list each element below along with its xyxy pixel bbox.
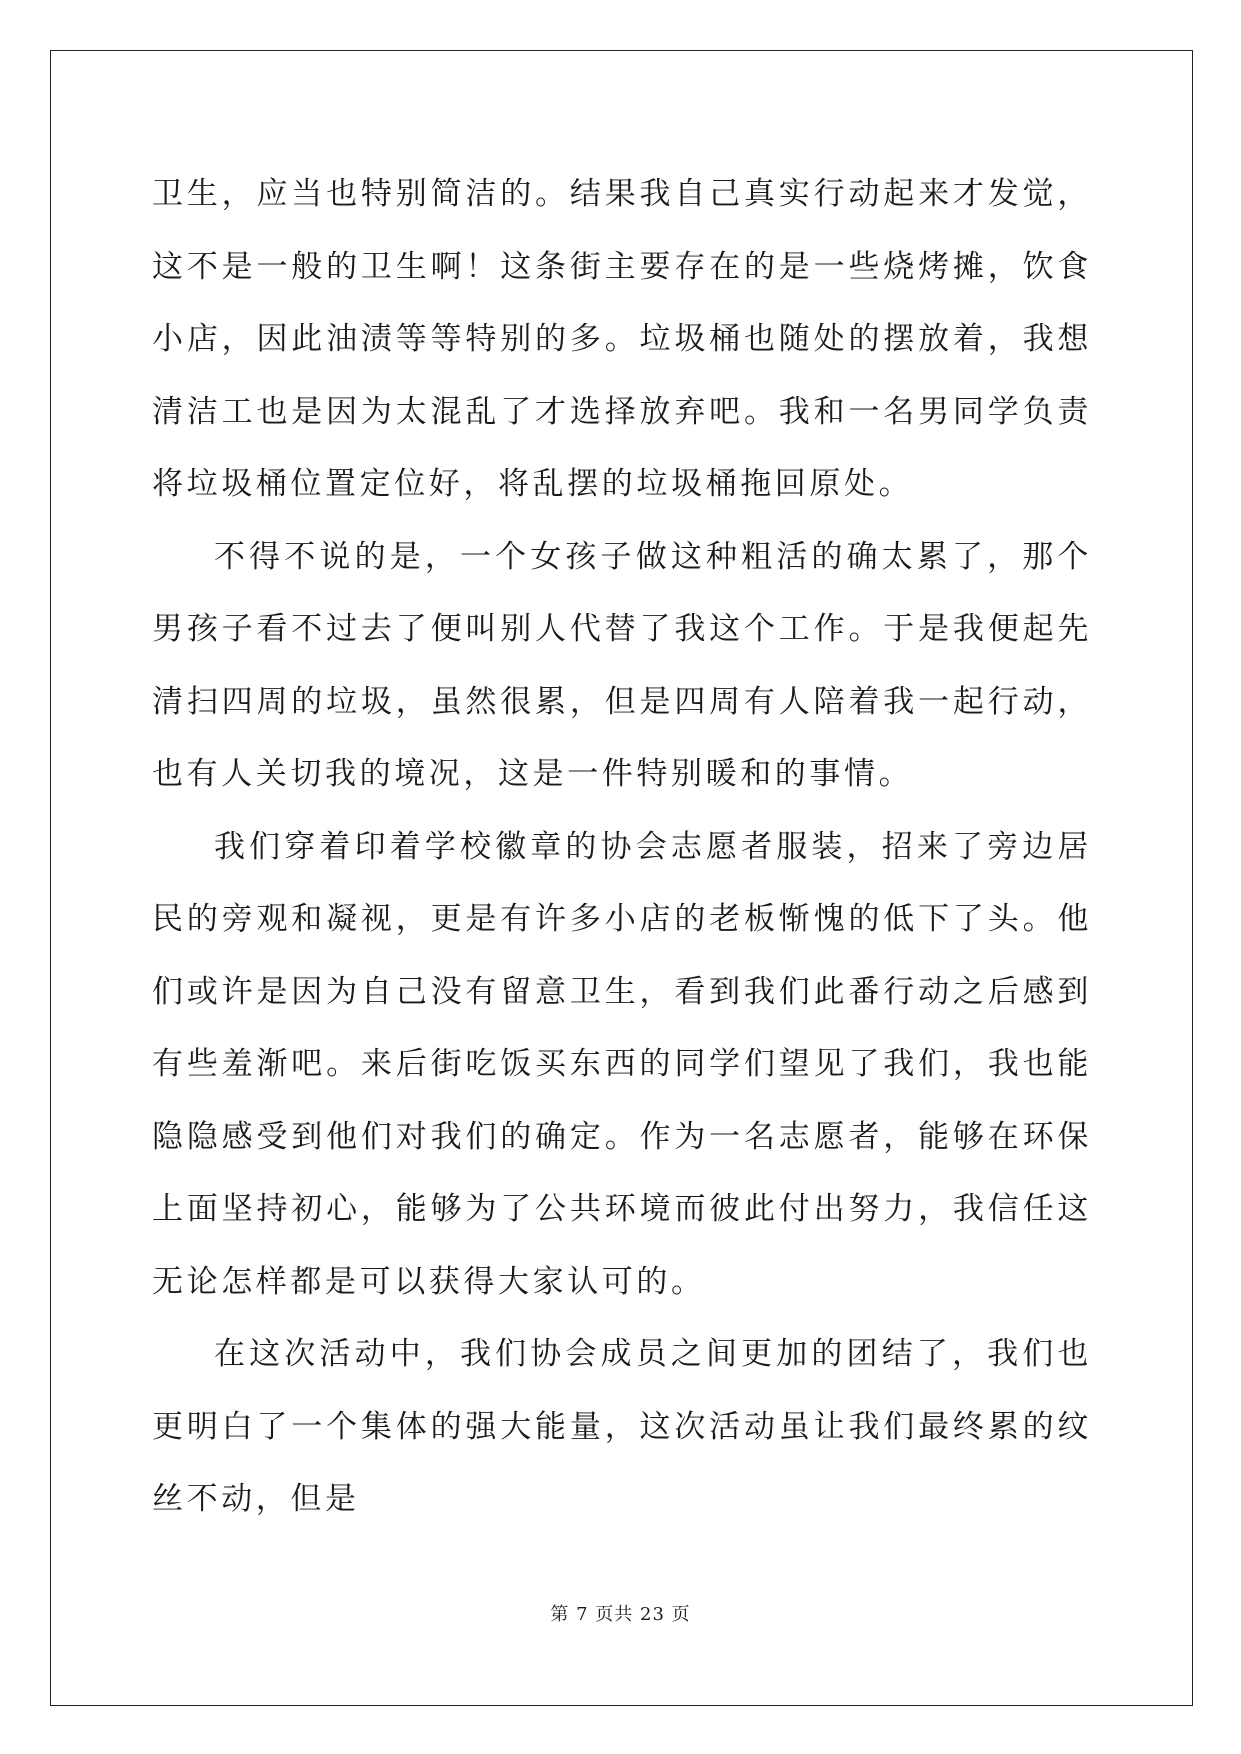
page-total: 共 23 页 xyxy=(614,1604,691,1625)
page-number: 第 7 页 xyxy=(550,1604,615,1625)
page-footer xyxy=(0,1600,1241,1626)
paragraph-3: 我们穿着印着学校徽章的协会志愿者服装，招来了旁边居民的旁观和凝视，更是有许多小店的老板惭愧的低下了头。他们或许是因为自己没有留意卫生，看到我们此番行动之后感到有些羞渐吧。来后街吃饭买东西的同学们望见了我们，我也能隐隐感受到他们对我们的确定。作为一名志愿者，能够在环保上面坚持初心，能够为了公共环境而彼此付出努力，我信任这无论怎样都是可以获得大家认可的。 xyxy=(152,828,1092,1300)
paragraph-1: 卫生，应当也特别简洁的。结果我自己真实行动起来才发觉，这不是一般的卫生啊！这条街主要存在的是一些烧烤摊，饮食小店，因此油渍等等特别的多。垃圾桶也随处的摆放着，我想清洁工也是因为太混乱了才选择放弃吧。我和一名男同学负责将垃圾桶位置定位好，将乱摆的垃圾桶拖回原处。 xyxy=(152,176,1092,502)
paragraph-2: 不得不说的是，一个女孩子做这种粗活的确太累了，那个男孩子看不过去了便叫别人代替了我这个工作。于是我便起先清扫四周的垃圾，虽然很累，但是四周有人陪着我一起行动，也有人关切我的境况，这是一件特别暖和的事情。 xyxy=(152,538,1092,792)
document-body xyxy=(152,158,1092,1536)
paragraph-4: 在这次活动中，我们协会成员之间更加的团结了，我们也更明白了一个集体的强大能量，这次活动虽让我们最终累的纹丝不动，但是 xyxy=(152,1336,1092,1517)
